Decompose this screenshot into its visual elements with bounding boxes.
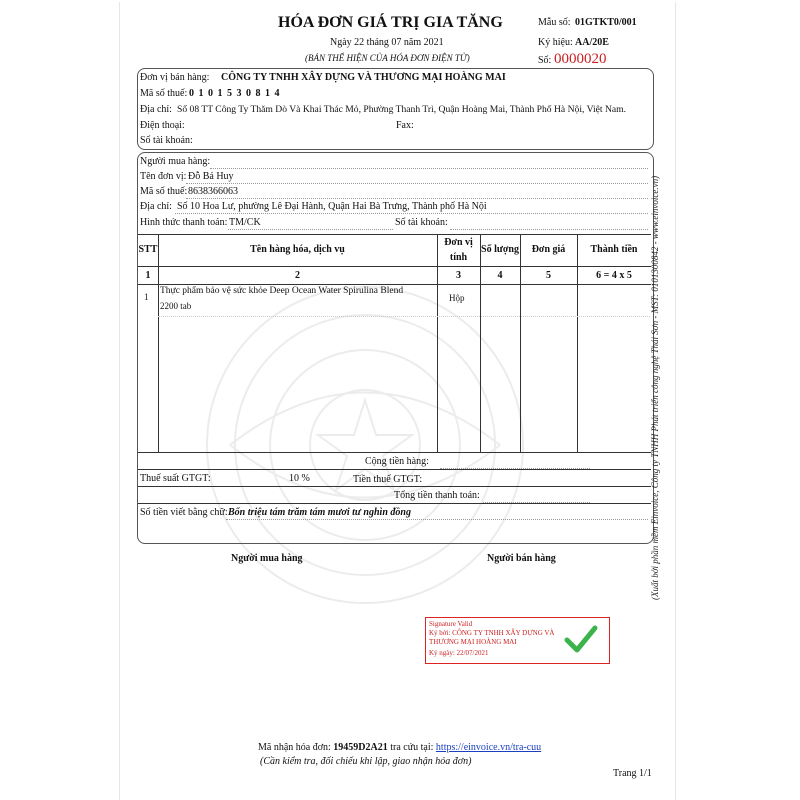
invoice-subtitle: (BẢN THỂ HIỆN CỦA HÓA ĐƠN ĐIỆN TỬ): [305, 53, 470, 63]
seller-account-label: Số tài khoản:: [140, 135, 193, 146]
seller-tax-label: Mã số thuế:: [140, 88, 188, 99]
lookup-mid: tra cứu tại:: [390, 742, 434, 753]
buyer-person-label: Người mua hàng:: [140, 156, 211, 167]
sig-by-2: THƯƠNG MẠI HOÀNG MAI: [429, 638, 517, 646]
vat-amount-label: Tiền thuế GTGT:: [353, 474, 423, 485]
footer-note: (Cần kiểm tra, đối chiếu khi lập, giao nhận hóa đơn): [260, 756, 472, 767]
number-value: 0000020: [554, 51, 607, 67]
buyer-tax-label: Mã số thuế:: [140, 186, 188, 197]
symbol-label: Ký hiệu:: [538, 37, 573, 48]
buyer-signature-label: Người mua hàng: [231, 553, 303, 564]
buyer-payment-label: Hình thức thanh toán:: [140, 217, 228, 228]
grand-total-label: Tổng tiền thanh toán:: [394, 490, 480, 501]
sig-by: Ký bởi: CÔNG TY TNHH XÂY DỰNG VÀ: [429, 629, 555, 637]
checkmark-icon: [564, 624, 598, 654]
index-col-4: 4: [497, 270, 503, 281]
index-col-5: 5: [546, 270, 551, 281]
page-number: Trang 1/1: [613, 768, 652, 779]
index-col-1: 1: [145, 270, 151, 281]
buyer-account-label: Số tài khoản:: [395, 217, 448, 228]
col-header-name: Tên hàng hóa, dịch vụ: [250, 244, 345, 255]
buyer-tax-value: 8638366063: [188, 186, 238, 197]
col-header-unit-1: Đơn vị: [444, 237, 473, 248]
row-name-line2: 2200 tab: [160, 301, 192, 311]
seller-address: Số 08 TT Công Ty Thăm Dò Và Khai Thác Mỏ, Phường Thanh Trì, Quận Hoàng Mai, Thành Phố Hà Nội, Việt Nam.: [177, 104, 626, 115]
index-col-2: 2: [295, 270, 300, 281]
form-label: Mẫu số:: [538, 17, 571, 28]
amount-words-label: Số tiền viết bằng chữ:: [140, 507, 228, 518]
buyer-address-label: Địa chỉ:: [140, 201, 172, 212]
invoice-title: HÓA ĐƠN GIÁ TRỊ GIA TĂNG: [278, 14, 503, 31]
sig-valid: Signature Valid: [429, 620, 473, 628]
vat-rate-value: 10 %: [289, 473, 310, 484]
seller-tax-code: 0 1 0 1 5 3 0 8 1 4: [189, 88, 281, 99]
row-name-line1: Thực phẩm bảo vệ sức khỏe Deep Ocean Water Spirulina Blend: [160, 286, 404, 296]
buyer-unit-value: Đỗ Bá Huy: [188, 171, 234, 182]
digital-signature-box: [425, 617, 610, 664]
index-col-3: 3: [456, 270, 461, 281]
form-value: 01GTKT0/001: [575, 17, 637, 28]
seller-signature-label: Người bán hàng: [487, 553, 556, 564]
amount-words-value: Bốn triệu tám trăm tám mươi tư nghìn đồng: [228, 507, 411, 518]
vat-rate-label: Thuế suất GTGT:: [140, 473, 211, 484]
lookup-link[interactable]: https://einvoice.vn/tra-cuu: [435, 742, 542, 753]
lookup-label: Mã nhận hóa đơn:: [258, 742, 331, 753]
lookup-code: 19459D2A21: [333, 742, 388, 753]
col-header-price: Đơn giá: [531, 244, 566, 255]
buyer-address-value: Số 10 Hoa Lư, phường Lê Đại Hành, Quận Hai Bà Trưng, Thành phố Hà Nội: [177, 201, 487, 212]
col-header-stt: STT: [138, 244, 158, 255]
seller-fax-label: Fax:: [396, 120, 414, 131]
subtotal-label: Cộng tiền hàng:: [365, 456, 429, 467]
number-label: Số:: [538, 55, 552, 66]
vertical-note: (Xuất bởi phần mềm Einvoice, Công ty TNHH Phát triển công nghệ Thái Sơn - MST: 0101300842 - www.einvoice.vn): [650, 175, 660, 600]
symbol-value: AA/20E: [575, 37, 609, 48]
seller-name-label: Đơn vị bán hàng:: [140, 72, 210, 83]
buyer-payment-value: TM/CK: [229, 217, 261, 228]
sig-date: Ký ngày: 22/07/2021: [429, 649, 489, 657]
col-header-unit-2: tính: [449, 252, 468, 263]
row-stt: 1: [144, 292, 149, 302]
seller-phone-label: Điện thoại:: [140, 120, 185, 131]
buyer-unit-label: Tên đơn vị:: [140, 171, 187, 182]
seller-name: CÔNG TY TNHH XÂY DỰNG VÀ THƯƠNG MẠI HOÀNG MAI: [221, 72, 506, 83]
invoice-date: Ngày 22 tháng 07 năm 2021: [330, 37, 444, 48]
index-col-6: 6 = 4 x 5: [596, 270, 632, 281]
seller-address-label: Địa chỉ:: [140, 104, 172, 115]
col-header-amount: Thành tiền: [590, 244, 638, 255]
row-unit: Hộp: [449, 293, 465, 303]
col-header-qty: Số lượng: [481, 244, 519, 255]
